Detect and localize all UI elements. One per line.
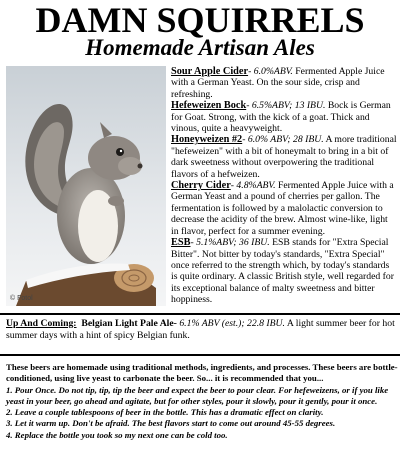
- beer-name: ESB: [171, 237, 191, 249]
- beer-entry: [171, 66, 397, 100]
- notes-step: 4. Replace the bottle you took so my next one can be cold too.: [6, 429, 228, 440]
- notes-step: 3. Let it warm up. Don't be afraid. The best flavors start to come out around 45-55 degrees.: [6, 418, 336, 429]
- upcoming-beer-name: Belgian Light Pale Ale-: [81, 318, 177, 329]
- beer-name: Hefeweizen Bock: [171, 100, 247, 112]
- notes-intro: These beers are homemade using traditional methods, ingredients, and processes. These beers are bottle-conditioned, using live yeast to carbonate the beer. So... it is recommended that you...: [6, 362, 398, 384]
- divider-top: [0, 313, 400, 315]
- beer-stats: 4.8%ABV.: [236, 180, 276, 192]
- notes-step: 1. Pour Once. Do not tip, tip, tip the beer and expect the beer to pour clear. For hefeweizens, or if you like yeast in your beer, go ahead and agitate, but for other styles, pour it slowly, pour it gently, pour it once.: [6, 384, 389, 406]
- squirrel-photo: [6, 66, 166, 306]
- beer-stats: 6.0%ABV.: [253, 66, 293, 77]
- beer-description: Bock is German for Goat. Strong, with the kick of a goat. Thick and vinous, quite a heavyweight.: [171, 100, 391, 135]
- upcoming-beer-stats: 6.1% ABV (est.); 22.8 IBU.: [179, 318, 285, 329]
- beer-description: A more traditional "hefeweizen" with a bit of honeymalt to bring in a bit of dark sweetness without overpowering the traditional flavors of a hefweizen.: [171, 134, 397, 180]
- beer-list: [171, 66, 397, 306]
- beer-separator: -: [246, 100, 252, 112]
- beer-separator: -: [248, 66, 254, 77]
- beer-separator: -: [190, 237, 197, 249]
- upcoming-section: [6, 318, 396, 342]
- divider-bottom: [0, 354, 400, 356]
- beer-entry: [171, 134, 397, 180]
- page-title: DAMN SQUIRRELS: [35, 0, 365, 40]
- notes-step: 2. Leave a couple tablespoons of beer in the bottle. This has a dramatic effect on clarity.: [6, 407, 324, 418]
- beer-stats: 6.5%ABV; 13 IBU.: [251, 100, 326, 112]
- beer-name: Sour Apple Cider: [171, 66, 249, 77]
- serving-notes: [6, 362, 398, 441]
- beer-entry: [171, 100, 397, 134]
- upcoming-beer-description: A light summer beer for hot summer days with a hint of spicy Belgian funk.: [6, 318, 395, 341]
- photo-credit: © Fotol: [10, 295, 33, 302]
- beer-entry: [171, 180, 397, 237]
- page-subtitle: Homemade Artisan Ales: [85, 35, 315, 60]
- beer-description: Fermented Apple Juice with a German Yeast. On the sour side, crisp and refreshing.: [171, 66, 385, 100]
- squirrel-illustration: [6, 66, 166, 306]
- beer-stats: 6.0% ABV; 28 IBU.: [247, 134, 324, 146]
- beer-entry: [171, 237, 397, 305]
- header: [0, 0, 400, 59]
- beer-name: Cherry Cider: [171, 180, 231, 192]
- beer-separator: -: [230, 180, 237, 192]
- beer-separator: -: [242, 134, 248, 146]
- beer-name: Honeyweizen #2: [171, 134, 243, 146]
- beer-description: Fermented Apple Juice with a German Yeast and a pound of cherries per gallon. The fermentation is followed by a malolactic conversion to decrease the acidity of the brew. Almost wine-like, light in flavor, perfect for a summer evening.: [171, 180, 394, 237]
- upcoming-label: Up And Coming:: [6, 318, 77, 329]
- beer-description: ESB stands for "Extra Special Bitter". Not bitter by today's standards, "Extra Special" once referred to the strength which, by today's standards is quite ordinary. A classic British style, well regarded for its exceptional balance of malty sweetness and bitter hoppiness.: [171, 237, 394, 306]
- beer-stats: 5.1%ABV; 36 IBU.: [196, 237, 270, 249]
